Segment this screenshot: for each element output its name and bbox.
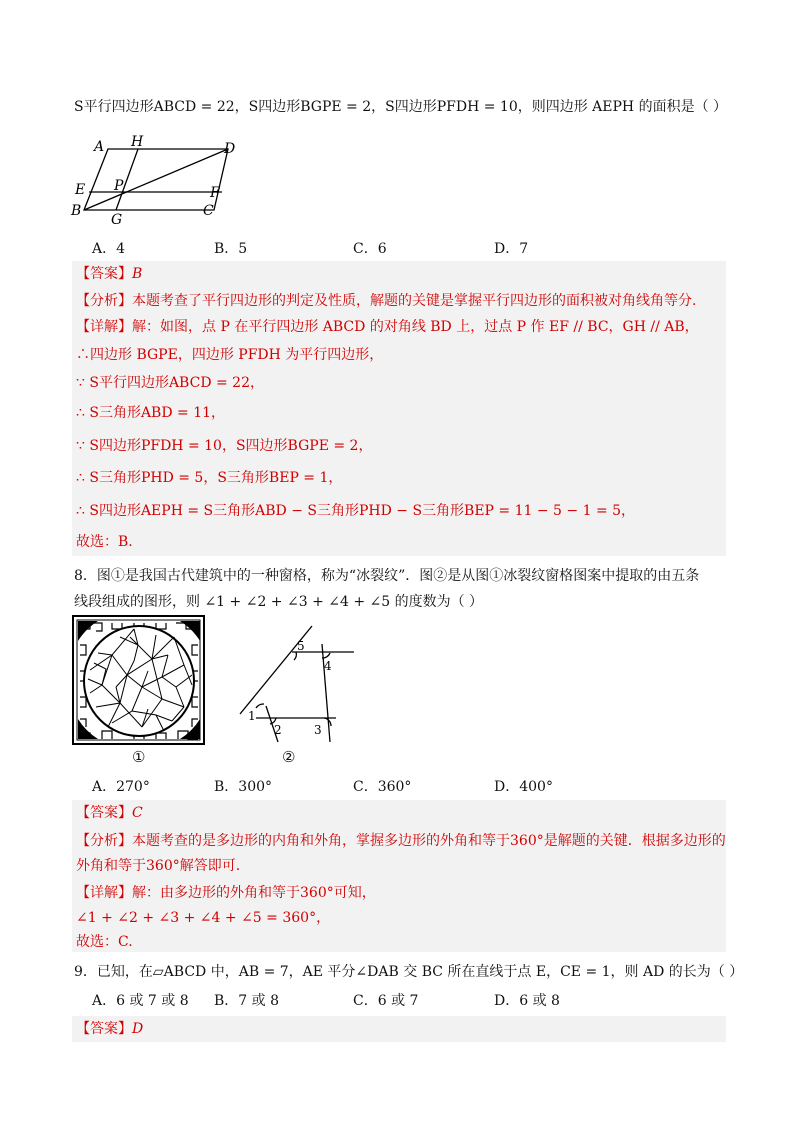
q8-stem-line2: 线段组成的图形，则 ∠1 + ∠2 + ∠3 + ∠4 + ∠5 的度数为（ ） <box>74 594 484 610</box>
q7-detail-7: ∴ S四边形AEPH = S三角形ABD − S三角形PHD − S三角形BEP = 11 − 5 − 1 = 5， <box>76 503 636 519</box>
q9-answer: 【答案】D <box>76 1021 144 1037</box>
five-segment-angle-figure <box>234 622 354 747</box>
label-F: F <box>210 185 220 201</box>
q7-solution-block <box>72 261 726 556</box>
angle-label-3: 3 <box>314 723 322 737</box>
q8-detail-line1: 【详解】解：由多边形的外角和等于360°可知， <box>76 885 376 901</box>
q7-conclusion: 故选：B. <box>76 534 133 550</box>
q8-detail-line2: ∠1 + ∠2 + ∠3 + ∠4 + ∠5 = 360°， <box>76 910 331 926</box>
label-B: B <box>71 203 82 219</box>
q9-option-b: B．7 或 8 <box>214 993 280 1009</box>
q8-conclusion: 故选：C. <box>76 934 133 950</box>
label-G: G <box>111 212 123 227</box>
q8-analysis-line1: 【分析】本题考查的是多边形的内角和外角，掌握多边形的外角和等于360°是解题的关键．根据多边形的 <box>76 833 726 849</box>
label-D: D <box>224 141 236 157</box>
q9-option-d: D．6 或 8 <box>494 993 560 1009</box>
q8-option-a: A．270° <box>92 779 150 795</box>
q7-option-c: C．6 <box>353 241 387 257</box>
q8-answer: 【答案】C <box>76 805 143 821</box>
q7-detail-2: ∴四边形 BGPE，四边形 PFDH 为平行四边形， <box>76 347 384 363</box>
angle-label-1: 1 <box>248 709 256 723</box>
label-C: C <box>203 203 214 219</box>
label-H: H <box>131 135 144 150</box>
q7-detail-3: ∵ S平行四边形ABCD = 22， <box>76 375 264 391</box>
q8-option-d: D．400° <box>494 779 553 795</box>
q8-solution-block <box>72 800 726 952</box>
q7-analysis: 【分析】本题考查了平行四边形的判定及性质，解题的关键是掌握平行四边形的面积被对角线角等分. <box>76 293 697 309</box>
figure-caption-1: ① <box>132 748 146 766</box>
q7-detail-4: ∴ S三角形ABD = 11， <box>76 405 226 421</box>
q8-option-b: B．300° <box>214 779 273 795</box>
figure-caption-2: ② <box>282 748 296 766</box>
parallelogram-figure <box>68 135 248 227</box>
q7-detail-6: ∴ S三角形PHD = 5，S三角形BEP = 1， <box>76 470 343 486</box>
ice-crack-window-figure <box>72 615 206 745</box>
q7-detail-5: ∵ S四边形PFDH = 10，S四边形BGPE = 2， <box>76 438 373 454</box>
q7-option-d: D．7 <box>494 241 529 257</box>
label-E: E <box>75 182 86 198</box>
angle-label-5: 5 <box>297 639 305 653</box>
q9-solution-block <box>72 1016 726 1042</box>
q8-option-c: C．360° <box>353 779 412 795</box>
q9-option-a: A．6 或 7 或 8 <box>92 993 189 1009</box>
q8-stem-line1: 8．图①是我国古代建筑中的一种窗格，称为“冰裂纹”．图②是从图①冰裂纹窗格图案中提取的由五条 <box>74 568 700 584</box>
q7-detail-1: 【详解】解：如图，点 P 在平行四边形 ABCD 的对角线 BD 上，过点 P 作 EF // BC，GH // AB， <box>76 319 699 335</box>
q9-option-c: C．6 或 7 <box>353 993 419 1009</box>
label-A: A <box>94 139 105 155</box>
angle-label-2: 2 <box>274 723 282 737</box>
q8-analysis-line2: 外角和等于360°解答即可. <box>76 858 241 874</box>
q7-option-b: B．5 <box>214 241 248 257</box>
label-P: P <box>114 178 124 194</box>
q7-stem: S平行四边形ABCD = 22，S四边形BGPE = 2，S四边形PFDH = 10，则四边形 AEPH 的面积是（ ） <box>74 99 728 115</box>
q7-option-a: A．4 <box>92 241 126 257</box>
q9-stem: 9．已知，在▱ABCD 中，AB = 7，AE 平分∠DAB 交 BC 所在直线于点 E，CE = 1，则 AD 的长为（ ） <box>74 964 744 980</box>
angle-label-4: 4 <box>324 659 332 673</box>
q7-answer: 【答案】B <box>76 266 143 282</box>
